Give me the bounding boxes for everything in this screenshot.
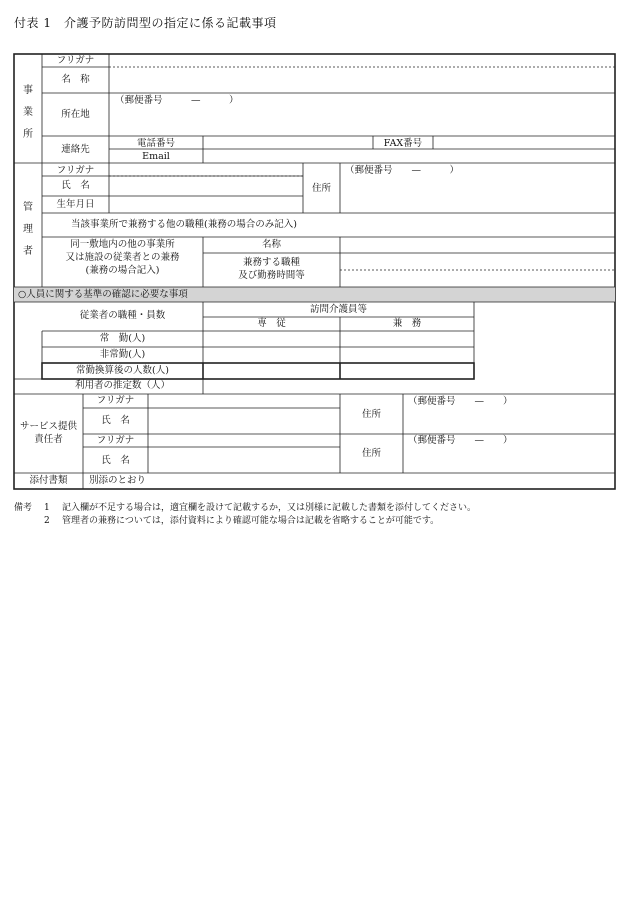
- other-office-label-line3: (兼務の場合記入): [85, 265, 160, 276]
- office-section-char-3: 所: [23, 129, 33, 140]
- service-lead-2-name-label: 氏 名: [101, 455, 130, 466]
- other-office-label-line2: 又は施設の従業者との兼務: [65, 252, 180, 263]
- notes-label: 備考: [14, 503, 33, 513]
- application-form-table: [13, 53, 616, 490]
- manager-furigana-label: フリガナ: [56, 165, 95, 176]
- service-lead-1-address-label: 住所: [361, 409, 381, 420]
- manager-name-label: 氏 名: [61, 180, 90, 191]
- job-count-label: 従業者の職種・員数: [79, 310, 166, 321]
- office-name-label: 名 称: [61, 74, 90, 85]
- service-lead-1-name-label: 氏 名: [101, 415, 130, 426]
- office-section-char-2: 業: [23, 107, 33, 118]
- office-phone-label: 電話番号: [136, 138, 175, 149]
- concurrent-role-label-line2: 及び勤務時間等: [238, 270, 305, 281]
- service-lead-2-postal-code: （郵便番号 — ）: [408, 435, 513, 446]
- fulltime-exclusive-label: 専 従: [257, 318, 286, 329]
- service-lead-1-furigana-label: フリガナ: [96, 395, 135, 406]
- office-contact-label: 連絡先: [61, 144, 90, 155]
- office-postal-code: （郵便番号 — ）: [115, 95, 239, 106]
- office-fax-label: FAX番号: [383, 138, 423, 149]
- manager-section-char-2: 理: [23, 224, 33, 235]
- note-number: 1: [44, 503, 50, 513]
- regular-staff-label: 常 勤(人): [99, 333, 146, 344]
- concurrent-label: 兼 務: [392, 318, 422, 329]
- staffing-section-header: ○人員に関する基準の確認に必要な事項: [18, 289, 188, 300]
- other-office-label-line1: 同一敷地内の他の事業所: [70, 239, 175, 250]
- manager-postal-code: （郵便番号 — ）: [345, 165, 460, 176]
- service-lead-2-address-label: 住所: [361, 448, 381, 459]
- note-number: 2: [44, 516, 50, 526]
- attachments-value: 別添のとおり: [89, 475, 147, 486]
- service-lead-1-postal-code: （郵便番号 — ）: [408, 396, 513, 407]
- fte-staff-label: 常勤換算後の人数(人): [76, 365, 169, 376]
- document-title: 付表 1 介護予防訪問型の指定に係る記載事項: [14, 16, 277, 30]
- manager-concurrent-role-label: 当該事業所で兼務する他の職種(兼務の場合のみ記入): [71, 219, 297, 230]
- users-estimate-label: 利用者の推定数（人）: [74, 380, 170, 391]
- manager-address-label: 住所: [311, 183, 331, 194]
- office-section-char-1: 事: [23, 85, 33, 96]
- note-text: 記入欄が不足する場合は，適宜欄を設けて記載するか，又は別様に記載した書類を添付してください。: [62, 503, 477, 513]
- attachments-label: 添付書類: [29, 475, 68, 486]
- other-office-name-label: 名称: [261, 239, 281, 250]
- part-time-staff-label: 非常勤(人): [99, 349, 146, 360]
- manager-birthdate-label: 生年月日: [56, 199, 95, 210]
- service-lead-label-line1: サービス提供: [19, 421, 77, 432]
- office-email-label: Email: [142, 151, 170, 162]
- concurrent-role-label-line1: 兼務する職種: [242, 257, 300, 268]
- office-furigana-label: フリガナ: [56, 55, 95, 66]
- note-text: 管理者の兼務については，添付資料により確認可能な場合は記載を省略することが可能です。: [62, 516, 440, 526]
- office-location-label: 所在地: [61, 109, 90, 120]
- service-lead-2-furigana-label: フリガナ: [96, 435, 135, 446]
- visit-caregiver-label: 訪問介護員等: [309, 304, 367, 315]
- manager-section-char-1: 管: [23, 202, 33, 213]
- manager-section-char-3: 者: [23, 246, 33, 257]
- service-lead-label-line2: 責任者: [34, 434, 63, 445]
